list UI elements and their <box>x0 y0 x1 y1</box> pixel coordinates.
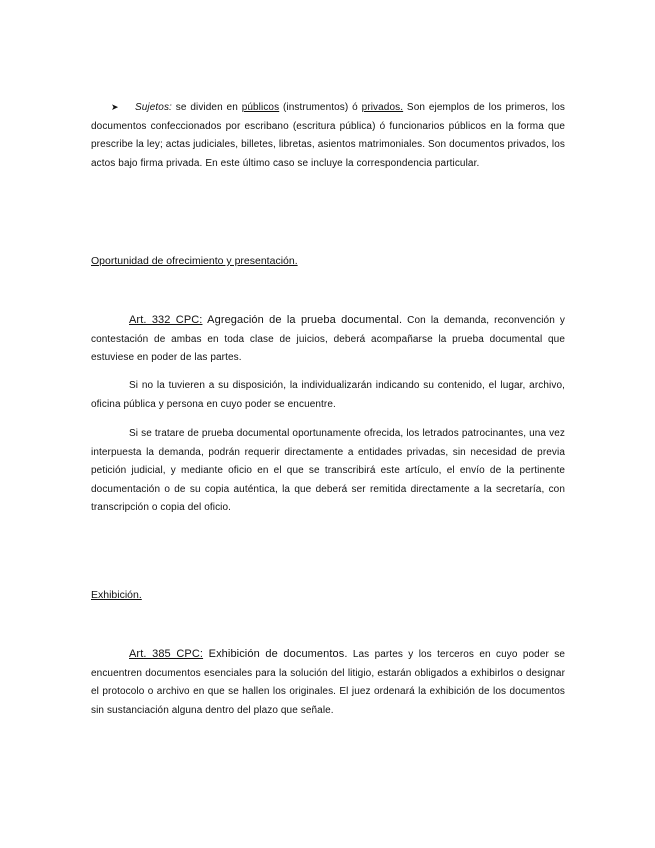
term-publicos: públicos <box>241 102 280 113</box>
bullet-paragraph-sujetos <box>91 98 565 173</box>
article-332-text: Con la demanda, reconvención y contestación de ambas en toda clase de juicios, deberá acompañarse la prueba documental que estuviese en poder de las partes. <box>91 315 565 363</box>
bullet-text-1: se dividen en <box>171 102 242 113</box>
bullet-text-2: (instrumentos) ó <box>279 102 362 113</box>
bullet-term: Sujetos: <box>135 102 172 113</box>
arrowhead-bullet-icon: ➤ <box>111 102 119 112</box>
article-385-paragraph <box>91 645 565 720</box>
article-385-text: Las partes y los terceros en cuyo poder se encuentren documentos esenciales para la solución del litigio, estarán obligados a exhibirlos o designar el protocolo o archivo en que se hallen los originales. El juez ordenará la exhibición de los documentos sin sustanciación alguna dentro del plazo que señale. <box>91 649 565 716</box>
bullet-text-3: Son ejemplos de los primeros, los documentos confeccionados por escribano (escritura pública) ó funcionarios públicos en la forma que prescribe la ley; actas judiciales, billetes, libretas, asientos matrimoniales. Son documentos privados, los actos bajo firma privada. En este último caso se incluye la correspondencia particular. <box>91 102 565 169</box>
article-332-paragraph-3: Si se tratare de prueba documental oportunamente ofrecida, los letrados patrocinantes, una vez interpuesta la demanda, podrán requerir directamente a entidades privadas, sin necesidad de previa petición judicial, y mediante oficio en el que se transcribirá este artículo, el envío de la pertinente documentación o de su copia auténtica, la que deberá ser remitida directamente a la secretaría, con transcripción o copia del oficio. <box>91 428 565 513</box>
article-332-ref: Art. 332 CPC: <box>129 314 203 326</box>
article-332-paragraph <box>91 311 565 368</box>
section-heading-oportunidad: Oportunidad de ofrecimiento y presentación. <box>91 255 298 267</box>
article-332-paragraph-2: Si no la tuvieren a su disposición, la individualizarán indicando su contenido, el lugar, archivo, oficina pública y persona en cuyo poder se encuentre. <box>91 380 565 410</box>
article-385-title: Exhibición de documentos. <box>203 648 348 660</box>
section-heading-exhibicion: Exhibición. <box>91 589 142 601</box>
term-privados: privados. <box>361 102 404 113</box>
article-385-ref: Art. 385 CPC: <box>129 648 204 660</box>
article-332-title: Agregación de la prueba documental. <box>202 314 403 326</box>
